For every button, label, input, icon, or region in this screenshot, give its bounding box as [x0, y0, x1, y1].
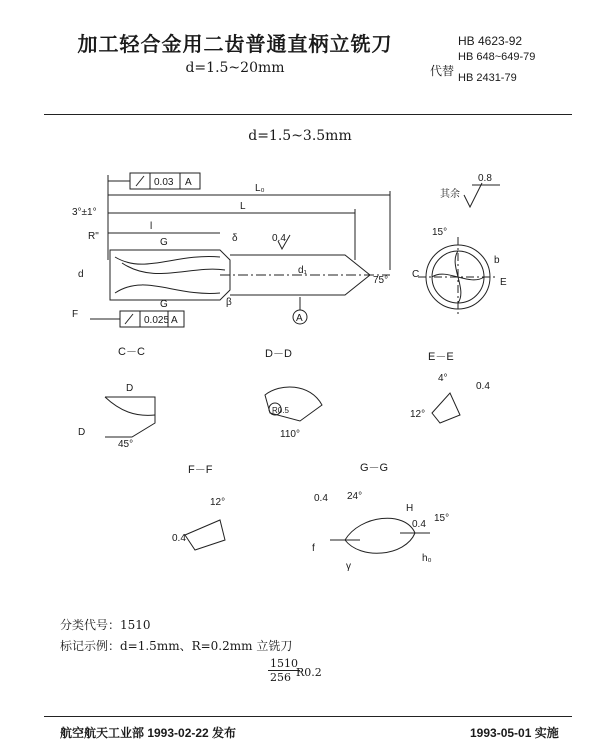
tolerance-value-top: 0.03 [154, 177, 174, 188]
section-ff-shape [185, 520, 225, 550]
gg-h-label: H [406, 503, 414, 514]
section-ee-shape [432, 393, 460, 423]
technical-drawing [60, 165, 540, 605]
dd-radius: R0.5 [272, 406, 289, 415]
section-ee-title: E－E [428, 351, 454, 363]
diameter-range-label: d=1.5~3.5mm [248, 128, 352, 144]
cc-angle: 45° [118, 439, 134, 450]
footer-rule [44, 716, 572, 717]
section-c-label: C [412, 269, 420, 280]
rest-label: 其余 [440, 189, 460, 200]
implementation-date: 1993-05-01 实施 [470, 726, 559, 740]
section-cc-title: C－C [118, 346, 145, 358]
tolerance-value-bottom: 0.025 [144, 315, 170, 326]
flute-length-label: l [150, 221, 153, 232]
point-angle-label: 75° [373, 275, 389, 286]
gg-gamma-label: γ [346, 561, 351, 572]
diameter-label: d [78, 269, 84, 280]
ff-angle: 12° [210, 497, 226, 508]
ee-ra: 0.4 [476, 381, 490, 392]
datum-label-top: A [185, 177, 192, 188]
replaced-standard-2: HB 2431-79 [458, 72, 517, 84]
delta-label: δ [232, 233, 238, 244]
radius-label: R" [88, 231, 99, 242]
ee-angle-12: 12° [410, 409, 426, 420]
marking-code-denominator: 256 [268, 670, 300, 684]
section-g-bottom: G [160, 299, 168, 310]
tip-angle-label: 3°±1° [72, 207, 97, 218]
document-title: 加工轻合金用二齿普通直柄立铣刀 [77, 32, 393, 56]
beta-label: β [226, 297, 232, 308]
ee-angle-4: 4° [438, 373, 448, 384]
ra-shank: 0.4 [272, 233, 286, 244]
publisher-line: 航空航天工业部 1993-02-22 发布 [60, 726, 237, 740]
section-dd-shape [265, 387, 322, 421]
land-width-label: b [494, 255, 500, 266]
section-g-top: G [160, 237, 168, 248]
cc-d-side-label: D [78, 427, 86, 438]
end-view-angle: 15° [432, 227, 448, 238]
gg-ra-1: 0.4 [314, 493, 328, 504]
ff-ra: 0.4 [172, 533, 186, 544]
datum-circle-label: A [296, 313, 303, 324]
section-gg-shape [345, 518, 415, 553]
section-e-label: E [500, 277, 507, 288]
classification-code: 分类代号：1510 [60, 618, 151, 632]
header-rule [44, 114, 572, 115]
flute-section [110, 250, 230, 300]
shank-diameter-label: d₁ [298, 265, 307, 276]
ra-rest: 0.8 [478, 173, 492, 184]
section-dd-title: D－D [265, 348, 292, 360]
section-gg-title: G－G [360, 462, 389, 474]
marking-example: 标记示例：d=1.5mm、R=0.2mm 立铣刀 [60, 639, 293, 653]
gg-ra-2: 0.4 [412, 519, 426, 530]
standard-number: HB 4623-92 [458, 34, 523, 48]
gg-f-label: f [312, 543, 315, 554]
replaces-label: 代替 [430, 64, 455, 78]
dd-angle: 110° [280, 429, 300, 440]
cc-d-label: D [126, 383, 134, 394]
gg-angle-24: 24° [347, 491, 363, 502]
replaced-standard-1: HB 648~649-79 [458, 51, 536, 63]
marking-code-suffix: R0.2 [296, 666, 322, 679]
gg-angle-15: 15° [434, 513, 450, 524]
section-ff-title: F－F [188, 464, 213, 476]
datum-label-bottom: A [171, 315, 178, 326]
gg-h0-label: h₀ [422, 553, 432, 564]
section-f-label: F [72, 309, 79, 320]
document-subtitle: d=1.5~20mm [185, 60, 285, 76]
overall-length-label: L [240, 201, 246, 212]
marking-code-numerator: 1510 [270, 657, 298, 670]
total-length-label: L₀ [255, 183, 265, 194]
